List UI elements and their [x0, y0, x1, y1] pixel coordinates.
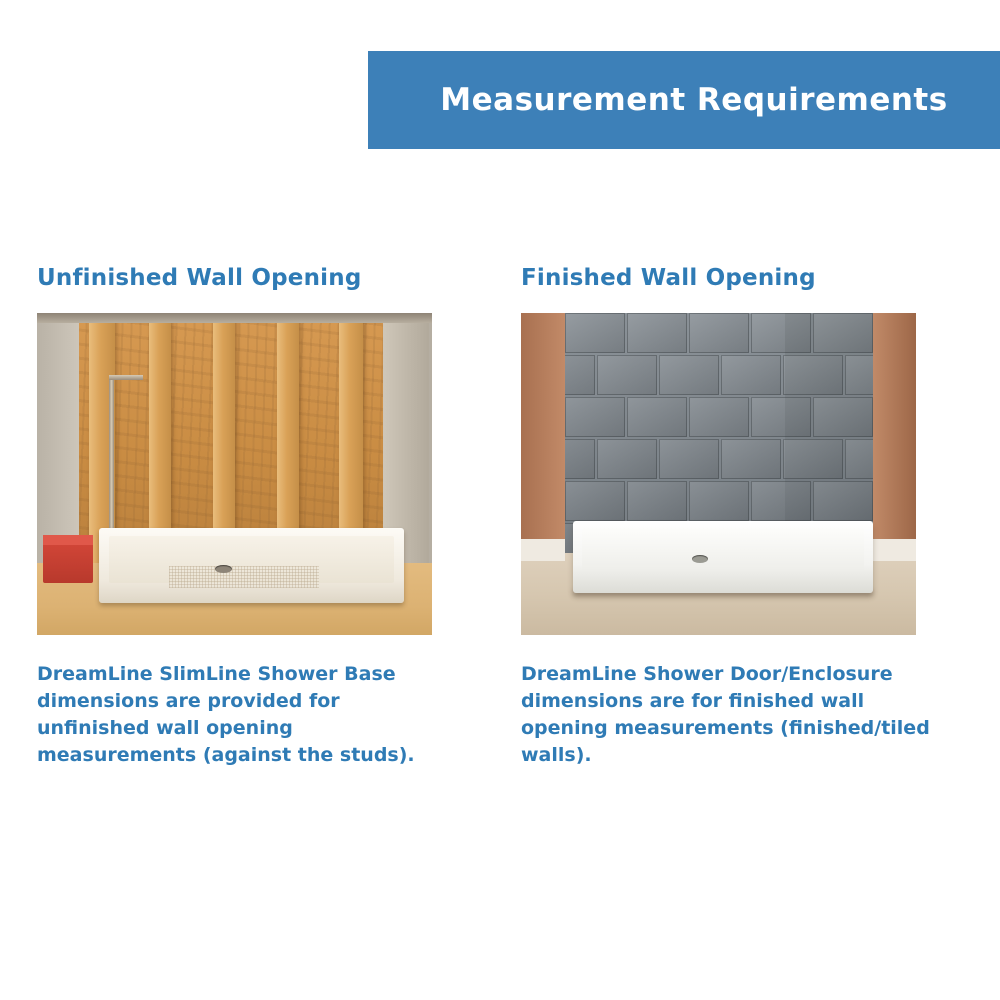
caption-unfinished: DreamLine SlimLine Shower Base dimensions are provided for unfinished wall opening measurements (against the studs). [37, 663, 415, 766]
wall-tile [627, 313, 687, 353]
baseboard-left [521, 539, 565, 561]
drain-icon [215, 565, 232, 573]
wall-tile [565, 355, 595, 395]
toolbox-lid [43, 535, 93, 545]
top-plate [37, 313, 432, 323]
wall-tile [845, 439, 873, 479]
wall-tile [751, 481, 811, 521]
wall-tile [659, 355, 719, 395]
wall-tile [751, 397, 811, 437]
wall-tile [721, 439, 781, 479]
drain-icon [692, 555, 708, 563]
column-finished [521, 265, 941, 769]
page-title: Measurement Requirements [440, 82, 948, 118]
wall-tile [565, 313, 625, 353]
shower-base-floor [109, 536, 394, 583]
wall-tile [565, 481, 625, 521]
wall-tile [813, 481, 873, 521]
red-toolbox [43, 535, 93, 583]
wall-tile [627, 397, 687, 437]
header-banner [368, 51, 1000, 149]
photo-unfinished-wall-opening [37, 313, 432, 635]
column-heading-unfinished: Unfinished Wall Opening [37, 265, 362, 291]
wall-tile [813, 313, 873, 353]
shower-base-texture [169, 566, 319, 588]
wall-tile [813, 397, 873, 437]
supply-pipe-elbow [109, 375, 143, 380]
column-heading-finished: Finished Wall Opening [521, 265, 816, 291]
wall-tile [597, 439, 657, 479]
photo-finished-wall-opening [521, 313, 916, 635]
wall-tile [783, 439, 843, 479]
wall-tile [659, 439, 719, 479]
wall-tile [597, 355, 657, 395]
caption-finished: DreamLine Shower Door/Enclosure dimensions are for finished wall opening measurements (finished/tiled walls). [521, 663, 930, 766]
wall-tile [783, 355, 843, 395]
shower-base-floor [582, 528, 864, 571]
wall-tile [751, 313, 811, 353]
wall-tile [627, 481, 687, 521]
column-unfinished [37, 265, 457, 769]
baseboard-right [873, 539, 916, 561]
slimline-shower-base [99, 528, 404, 603]
wall-tile [721, 355, 781, 395]
wall-tile [565, 397, 625, 437]
supply-pipe [109, 375, 114, 535]
wall-tile [845, 355, 873, 395]
shower-base [573, 521, 873, 593]
wall-tile [689, 397, 749, 437]
wall-tile [689, 313, 749, 353]
wall-tile [565, 439, 595, 479]
wall-tile [689, 481, 749, 521]
